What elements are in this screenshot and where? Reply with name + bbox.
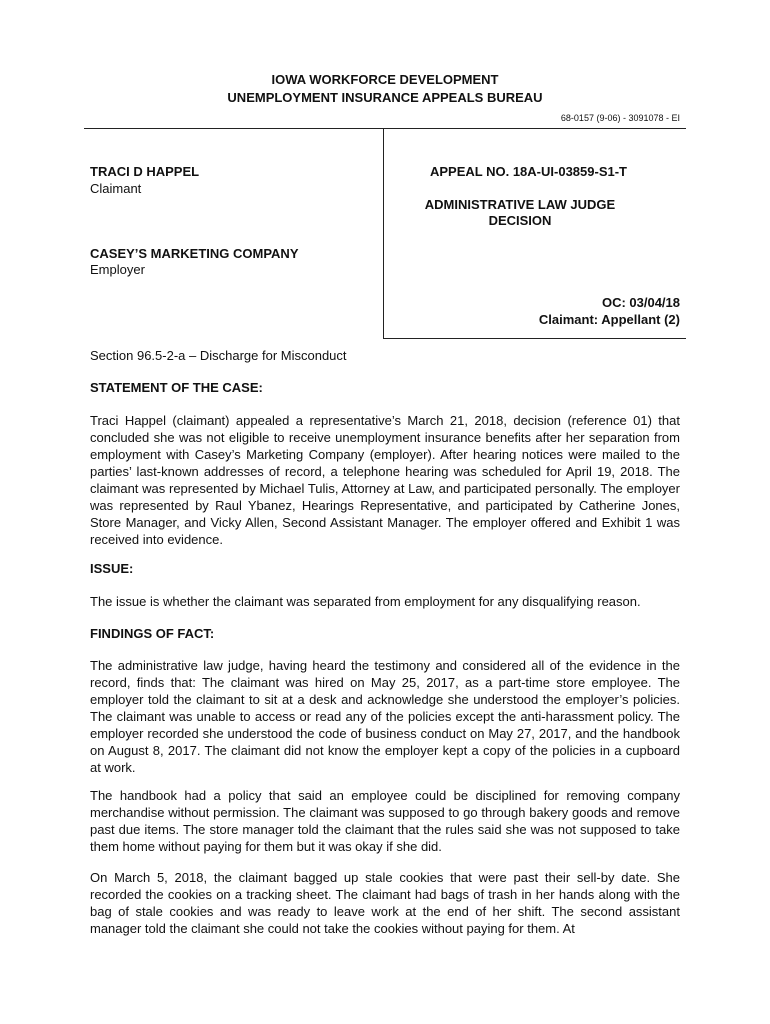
findings-paragraph-1: The administrative law judge, having heard the testimony and considered all of the evidence in the record, finds that: The claimant was hired on May 25, 2017, as a part-time store employee. The employer told the claimant to sit at a desk and acknowledge she understood the employer’s policies. The claimant was unable to access or read any of the policies except the anti-harassment policy. The employer recorded she understood the code of business conduct on May 27, 2017, and the handbook on August 8, 2017. The claimant did not know the employer kept a copy of the policies in a cupboard at work. — [90, 658, 680, 775]
claimant-status: Claimant: Appellant (2) — [538, 312, 680, 327]
findings-paragraph-2: The handbook had a policy that said an employee could be disciplined for removing company merchandise without permission. The claimant was supposed to go through bakery goods and remove past due items. The store manager told the claimant that the rules said she was not supposed to take them home without paying for them but it was okay if she did. — [90, 788, 680, 854]
claimant-role: Claimant — [90, 181, 142, 196]
findings-paragraph-3: On March 5, 2018, the claimant bagged up stale cookies that were past their sell-by date. She recorded the cookies on a tracking sheet. The claimant had bags of trash in her hands along with the bag of stale cookies and was ready to leave work at the end of her shift. The second assistant manager told the claimant she could not take the cookies without paying for them. At — [90, 870, 680, 936]
issue-body: The issue is whether the claimant was separated from employment for any disqualifying reason. — [90, 594, 641, 609]
caption-divider — [383, 128, 384, 338]
appeal-number: APPEAL NO. 18A-UI-03859-S1-T — [430, 164, 627, 179]
decision-title-line1: ADMINISTRATIVE LAW JUDGE — [424, 197, 616, 212]
section-line: Section 96.5-2-a – Discharge for Misconduct — [90, 348, 347, 363]
employer-name: CASEY’S MARKETING COMPANY — [90, 246, 299, 261]
claimant-name: TRACI D HAPPEL — [90, 164, 200, 179]
bureau-name: UNEMPLOYMENT INSURANCE APPEALS BUREAU — [227, 90, 543, 105]
decision-title-line2: DECISION — [488, 213, 552, 228]
caption-top-rule — [84, 128, 686, 129]
employer-role: Employer — [90, 262, 145, 277]
issue-heading: ISSUE: — [90, 561, 134, 576]
oc-date: OC: 03/04/18 — [601, 295, 680, 310]
statement-body: Traci Happel (claimant) appealed a representative’s March 21, 2018, decision (reference 01) that concluded she was not eligible to receive unemployment insurance benefits after her separation from employment with Casey’s Marketing Company (employer). After hearing notices were mailed to the parties’ last-known addresses of record, a telephone hearing was scheduled for April 19, 2018. The claimant was represented by Michael Tulis, Attorney at Law, and participated personally. The employer was represented by Raul Ybanez, Hearings Representative, and participated by Catherine Jones, Store Manager, and Vicky Allen, Second Assistant Manager. The employer offered and Exhibit 1 was received into evidence. — [90, 413, 680, 547]
findings-heading: FINDINGS OF FACT: — [90, 626, 215, 641]
caption-bottom-rule — [383, 338, 686, 339]
form-number: 68-0157 (9-06) - 3091078 - EI — [560, 113, 680, 123]
agency-name: IOWA WORKFORCE DEVELOPMENT — [271, 72, 499, 87]
statement-heading: STATEMENT OF THE CASE: — [90, 380, 263, 395]
